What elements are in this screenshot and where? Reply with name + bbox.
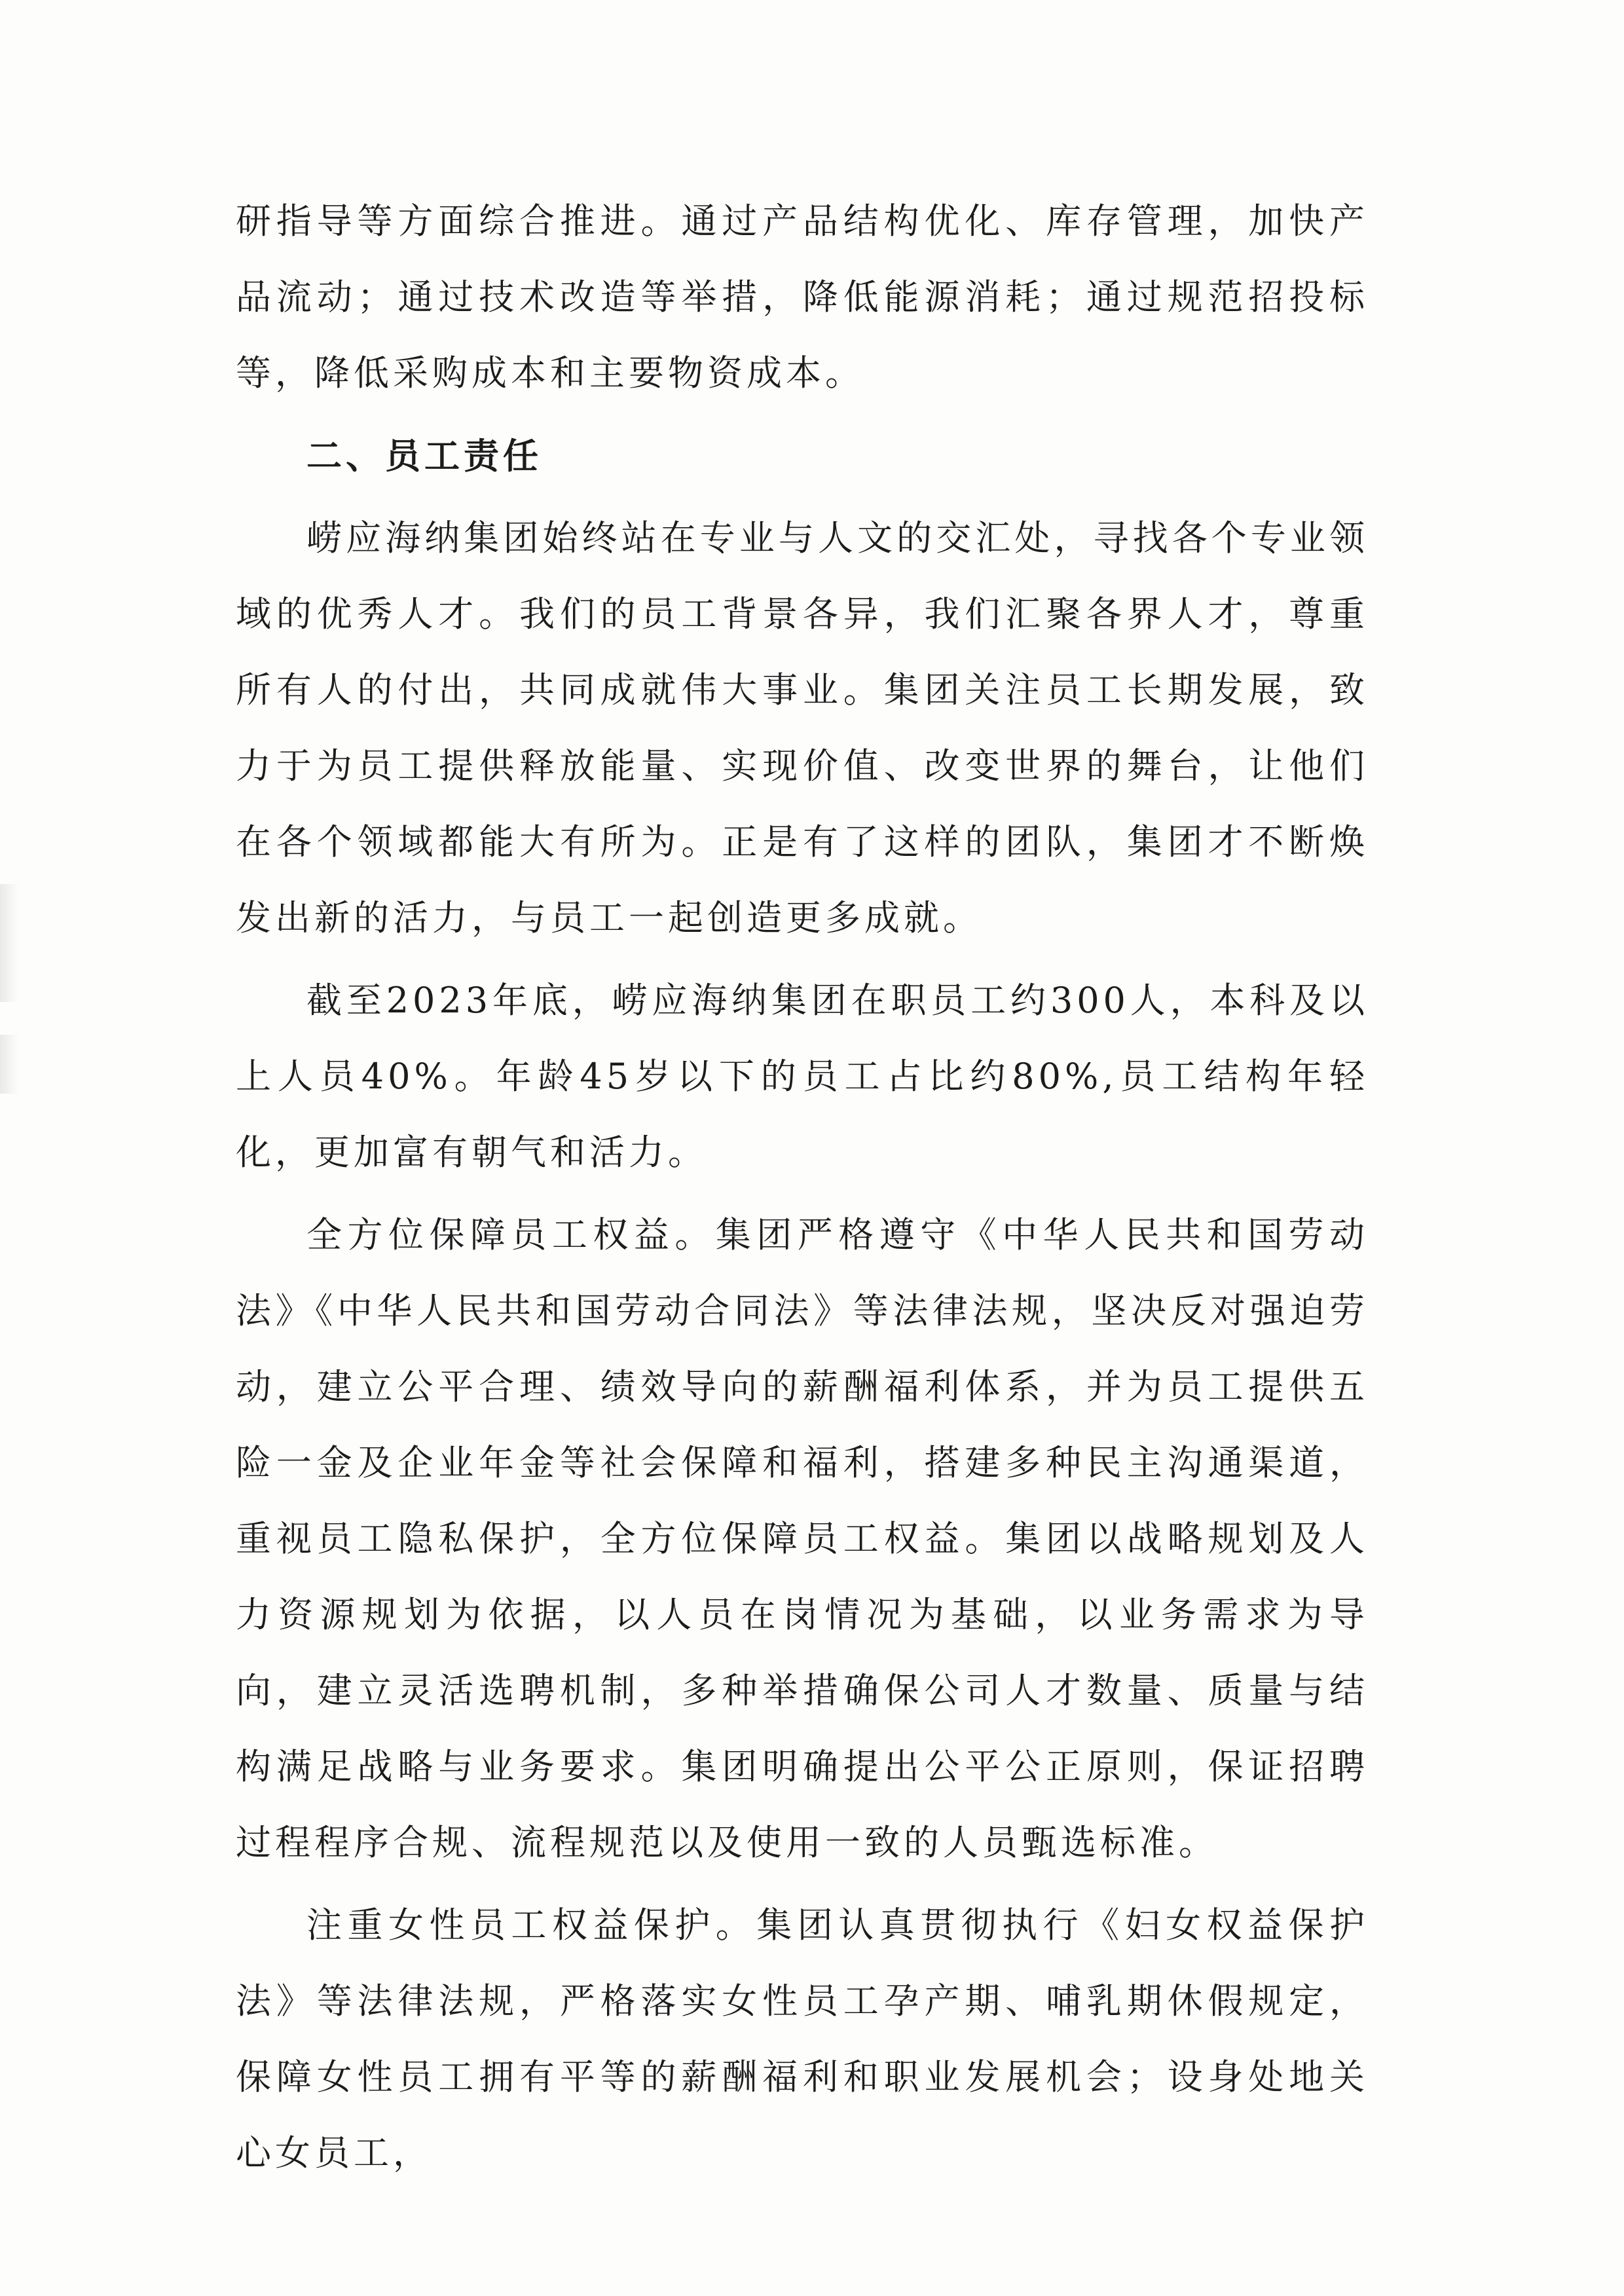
scan-edge-shadow [0, 884, 18, 1002]
document-body [236, 183, 1369, 2198]
scan-edge-shadow [0, 1035, 18, 1094]
paragraph-employee-rights: 全方位保障员工权益。集团严格遵守《中华人民共和国劳动法》《中华人民共和国劳动合同法》等法律法规，坚决反对强迫劳动，建立公平合理、绩效导向的薪酬福利体系，并为员工提供五险一金及企业年金等社会保障和福利，搭建多种民主沟通渠道，重视员工隐私保护，全方位保障员工权益。集团以战略规划及人力资源规划为依据，以人员在岗情况为基础，以业务需求为导向，建立灵活选聘机制，多种举措确保公司人才数量、质量与结构满足战略与业务要求。集团明确提出公平公正原则，保证招聘过程程序合规、流程规范以及使用一致的人员甄选标准。 [236, 1214, 1369, 1863]
paragraph-talent: 崂应海纳集团始终站在专业与人文的交汇处，寻找各个专业领域的优秀人才。我们的员工背景各异，我们汇聚各界人才，尊重所有人的付出，共同成就伟大事业。集团关注员工长期发展，致力于为员工提供释放能量、实现价值、改变世界的舞台，让他们在各个领域都能大有所为。正是有了这样的团队，集团才不断焕发出新的活力，与员工一起创造更多成就。 [236, 517, 1369, 938]
paragraph-cost-reduction: 研指导等方面综合推进。通过产品结构优化、库存管理，加快产品流动；通过技术改造等举措，降低能源消耗；通过规范招投标等，降低采购成本和主要物资成本。 [236, 200, 1369, 394]
paragraph-female-employee-rights: 注重女性员工权益保护。集团认真贯彻执行《妇女权益保护法》等法律法规，严格落实女性员工孕产期、哺乳期休假规定，保障女性员工拥有平等的薪酬福利和职业发展机会；设身处地关心女员工， [236, 1904, 1369, 2174]
section-heading-employee-responsibility: 二、员工责任 [306, 435, 542, 477]
paragraph-staff-statistics: 截至2023年底，崂应海纳集团在职员工约300人，本科及以上人员40%。年龄45岁以下的员工占比约80%,员工结构年轻化，更加富有朝气和活力。 [236, 980, 1369, 1173]
